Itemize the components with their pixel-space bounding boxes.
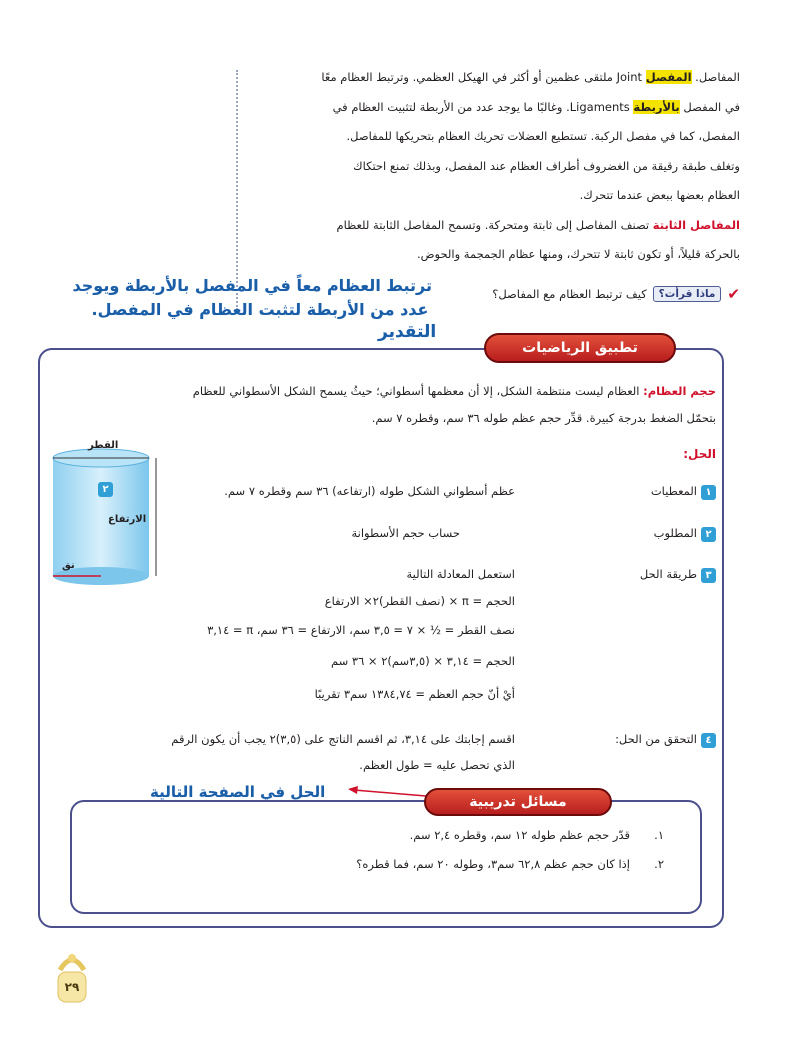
step-2-number: ٢ [701,527,716,542]
reading-check-question: كيف ترتبط العظام مع المفاصل؟ [492,287,647,301]
ligament-term: بالأربطة [633,99,680,114]
step-3-number: ٣ [701,568,716,583]
practice-title: مسائل تدريبية [424,788,612,816]
formula-volume: الحجم = π × (نصف القطر)٢× الارتفاع [324,594,515,608]
annotation-arrow [348,786,428,800]
intro-line-7: بالحركة قليلاً، أو تكون ثابتة لا تتحرك، ومنها عظام الجمجمة والحوض. [416,247,740,261]
formula-substitution: الحجم = ٣,١٤ × (٣,٥سم)٢ × ٣٦ سم [330,654,515,668]
bone-volume-problem [96,378,716,432]
reading-check [492,285,740,303]
margin-dotted-line [236,70,238,310]
page-number: ٢٩ [64,980,80,994]
problem-line-2: بتحمّل الضغط بدرجة كبيرة. قدِّر حجم عظم طوله ٣٦ سم، وقطره ٧ سم. [371,411,716,425]
step-1-text: عظم أسطواني الشكل طوله (ارتفاعه) ٣٦ سم وقطره ٧ سم. [224,484,515,498]
diagram-badge: ٢ [98,482,113,497]
practice-item-2-number: ٢. [654,857,664,871]
problem-line-1: حجم العظام: العظام ليست منتظمة الشكل، إلا أن معظمها أسطواني؛ حيثُ يسمح الشكل الأسطواني للعظام [192,384,716,398]
intro-paragraph [220,63,740,270]
solution-label: الحل: [683,447,716,461]
joint-term: المفصل [645,70,692,84]
step-3-text: استعمل المعادلة التالية [406,567,515,581]
step-3-label: ٣طريقة الحل [640,567,716,583]
intro-line-1: المفاصل. المفصل Joint ملتقى عظمين أو أكثر في الهيكل العظمي. وترتبط العظام معًا [321,70,740,84]
step-2-label: ٢المطلوب [654,526,716,542]
step-4-text: اقسم إجابتك على ٣,١٤، ثم اقسم الناتج على (٣,٥)٢ يجب أن يكون الرقم [171,732,515,746]
height-label: الارتفاع [108,514,147,525]
practice-item-1-number: ١. [654,828,664,842]
answer-annotation-line-2: عدد من الأربطة لتثبت العظام في المفصل. [91,300,429,319]
intro-line-5: العظام بعضها ببعض عندما تتحرك. [579,188,740,202]
answer-annotation-line-1: ترتبط العظام معاً في المفصل بالأربطة ويوجد [72,276,432,295]
math-application-title: تطبيق الرياضيات [484,333,676,363]
step-2-text: حساب حجم الأسطوانة [351,526,460,540]
intro-line-3: المفصل، كما في مفصل الركبة. تستطيع العضلات تحريك العظام بتحريكها للمفاصل. [346,129,740,143]
problem-title: حجم العظام: [643,384,716,398]
step-4-label: ٤التحقق من الحل: [615,732,716,748]
diameter-label: القطر [88,440,119,451]
assessment-label: التقدير [378,322,437,342]
page-logo-icon [52,946,92,1008]
fixed-joints-title: المفاصل الثابتة [652,217,740,232]
cylinder-diagram [48,442,166,592]
practice-item-2-text: إذا كان حجم عظم ٦٢,٨ سم٣، وطوله ٢٠ سم، فما قطره؟ [356,857,630,871]
formula-values: نصف القطر = ½ × ٧ = ٣,٥ سم، الارتفاع = ٣٦ سم، π = ٣,١٤ [207,623,515,637]
step-4-text-line-2: الذي تحصل عليه = طول العظم. [359,758,515,772]
next-page-annotation: الحل في الصفحة التالية [150,783,326,801]
step-4-number: ٤ [701,733,716,748]
formula-result: أيْ أنّ حجم العظم = ١٣٨٤,٧٤ سم٣ تقريبًا [314,687,515,701]
page-logo [52,946,92,1008]
practice-item-1-text: قدّر حجم عظم طوله ١٢ سم، وقطره ٢,٤ سم. [409,828,630,842]
intro-line-6: المفاصل الثابتة تصنف المفاصل إلى ثابتة ومتحركة. وتسمح المفاصل الثابتة للعظام [336,217,740,232]
intro-line-2: في المفصل بالأربطة Ligaments. وغالبًا ما يوجد عدد من الأربطة لتثبيت العظام في [332,99,740,114]
reading-check-badge: ماذا قرأت؟ [653,286,722,302]
step-1-label: ١المعطيات [651,484,716,500]
checkmark-icon: ✔ [727,285,740,303]
intro-line-4: وتغلف طبقة رقيقة من الغضروف أطراف العظام عند المفصل، وبذلك تمنع احتكاك [353,158,740,173]
radius-label: نق [62,560,75,571]
step-1-number: ١ [701,485,716,500]
